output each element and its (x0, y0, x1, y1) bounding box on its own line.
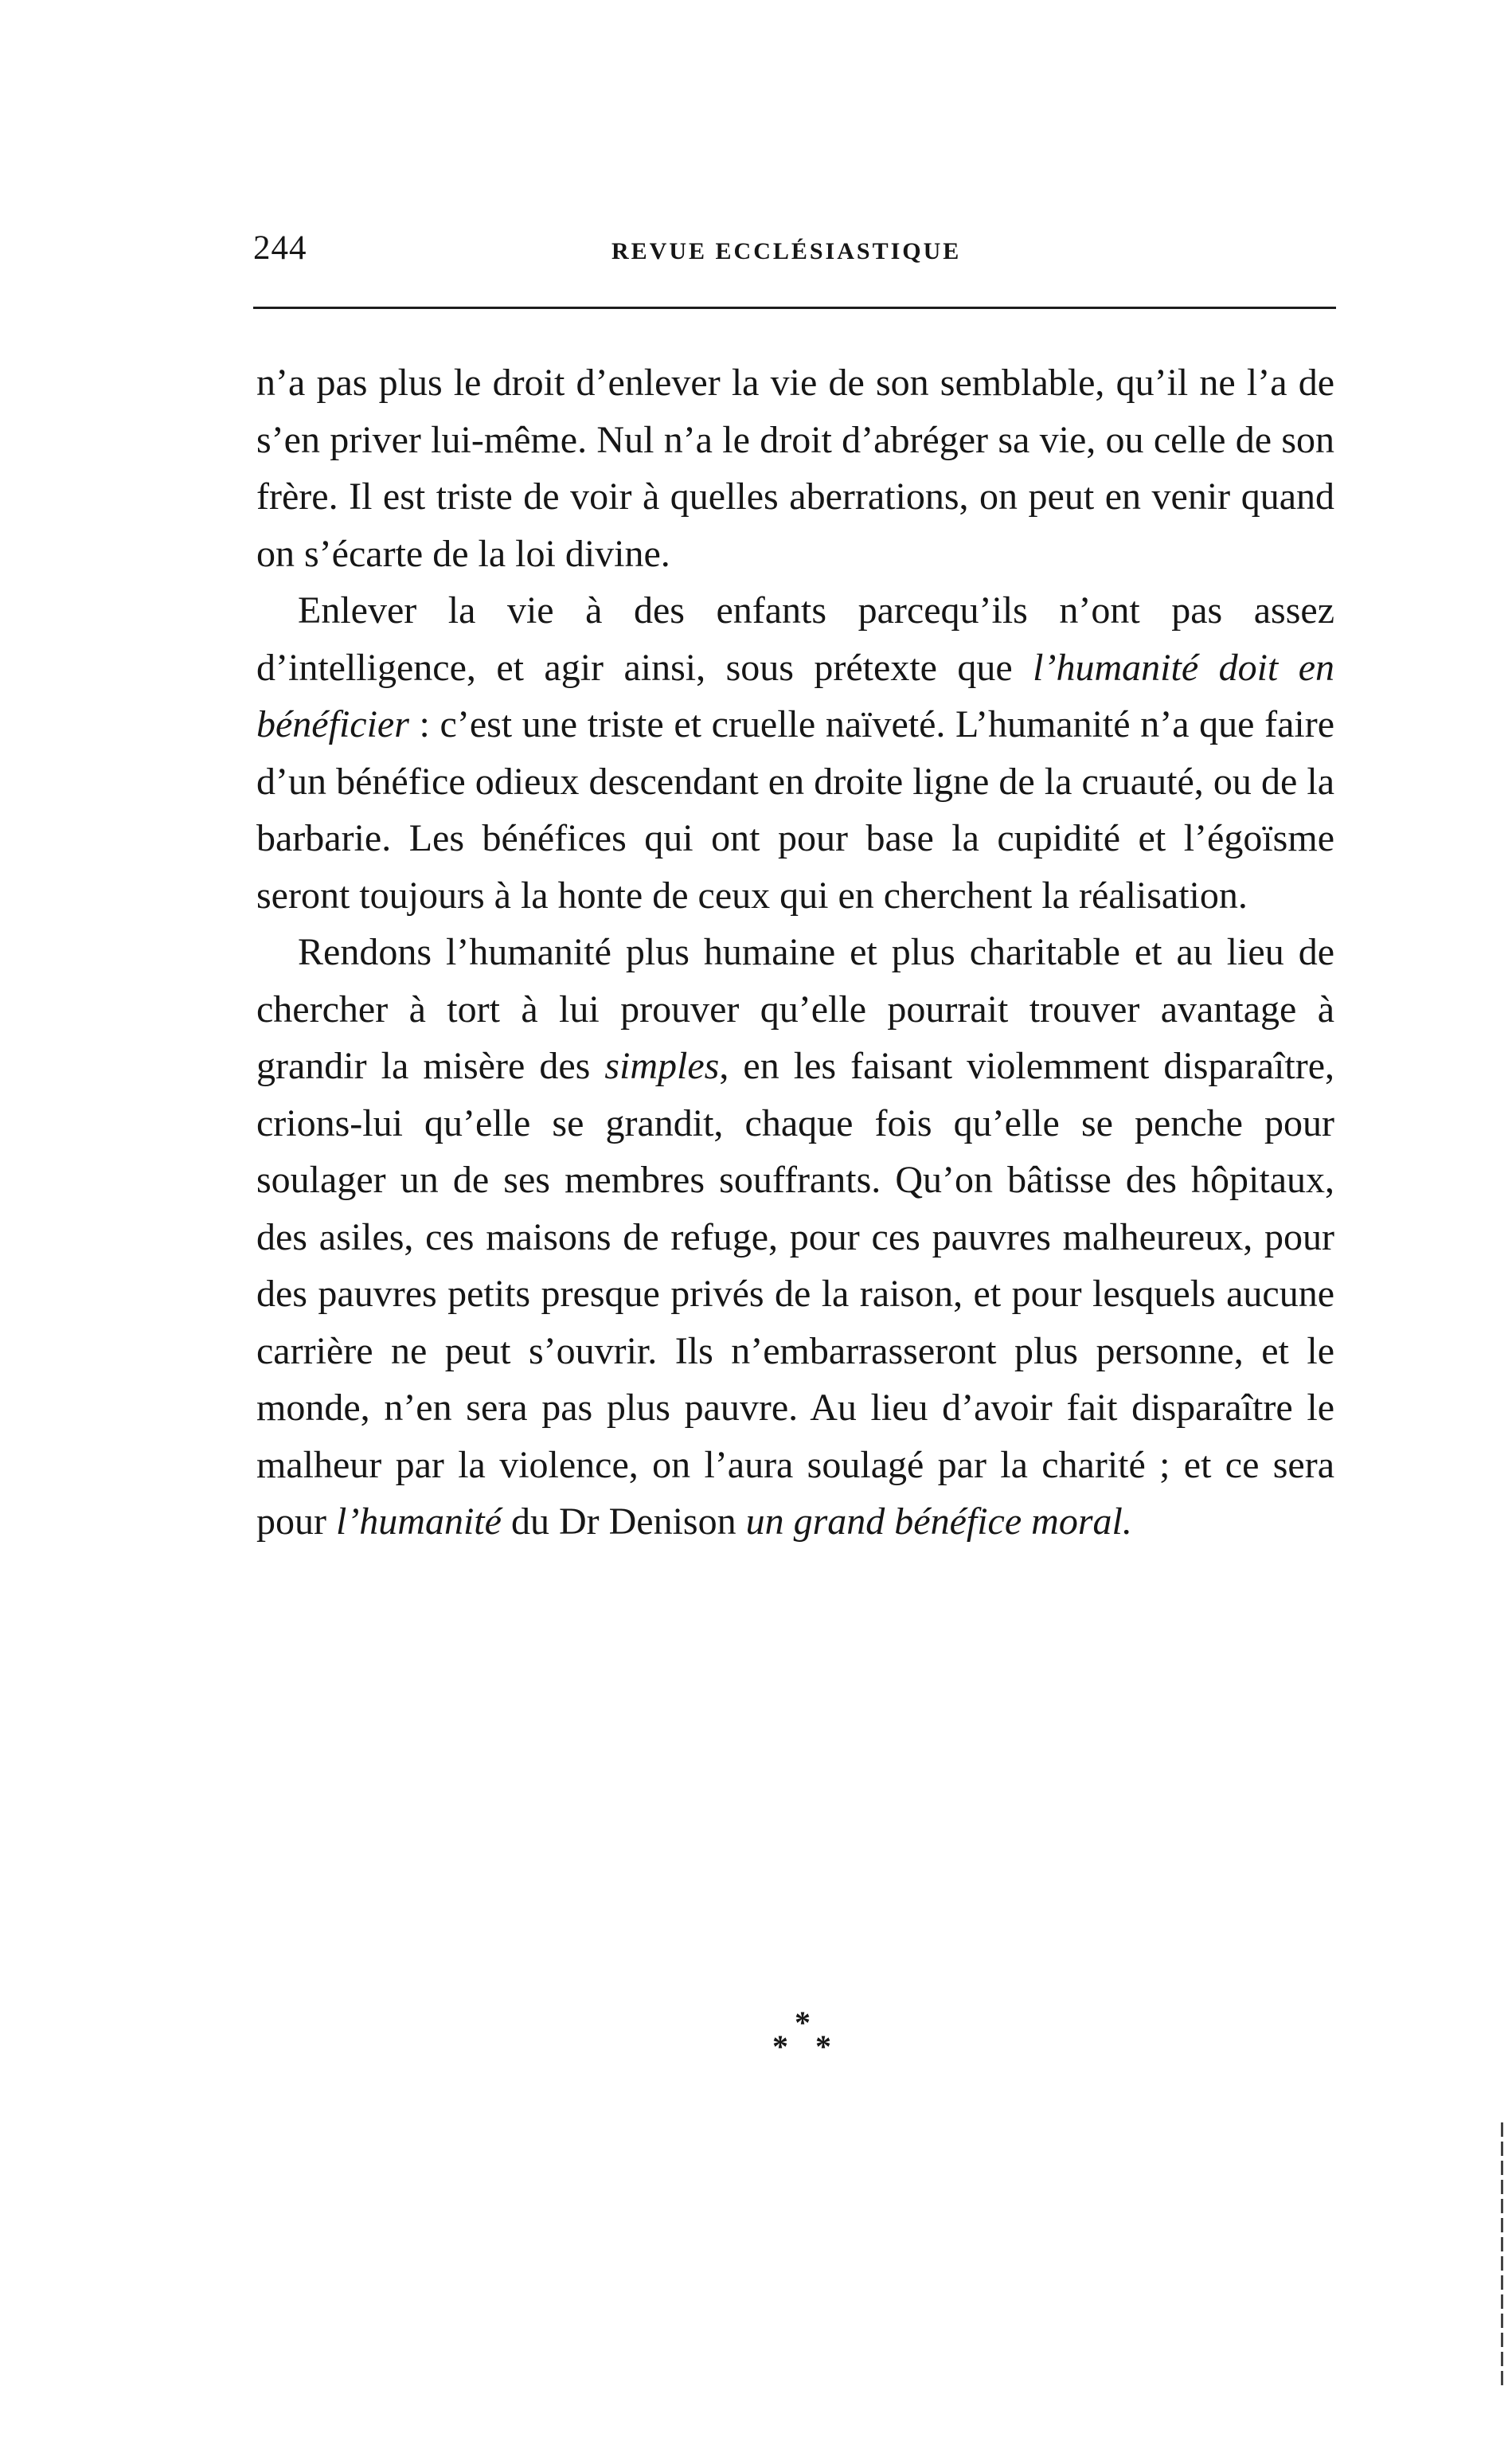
asterisk-left: * (772, 2028, 788, 2064)
page-number: 244 (253, 229, 307, 267)
paragraph-3-text-a: Rendons l’humanité plus humaine et plus charitable et au lieu de chercher à tort à lui prouver qu’elle pourrait trouver avantage à grandir la misère des (256, 931, 1334, 1087)
paragraph-3-italic-simples: simples (604, 1045, 720, 1087)
paragraph-2-text-b: : c’est une triste et cruelle naïveté. L’humanité n’a que faire d’un bénéfice odieux descendant en droite ligne de la cruauté, ou de la barbarie. Les bénéfices qui ont pour base la cupidité et l’égoïsme seront toujours à la honte de ceux qui en cherchent la réalisation. (256, 703, 1334, 917)
running-title: REVUE ECCLÉSIASTIQUE (611, 238, 962, 264)
asterisk-top: * (795, 2005, 811, 2040)
paragraph-2 (256, 582, 1334, 924)
paragraph-3 (256, 924, 1334, 1551)
asterism-ornament (764, 2007, 868, 2079)
paragraph-1 (256, 354, 1334, 582)
asterisk-right: * (815, 2028, 831, 2064)
paragraph-3-text-c: du Dr Denison (501, 1500, 746, 1543)
paragraph-2-text-a: Enlever la vie à des enfants parcequ’ils n’ont pas assez d’intelligence, et agir ainsi, sous prétexte que (256, 589, 1334, 689)
header-rule (253, 307, 1336, 309)
paragraph-3-text-b: , en les faisant violemment disparaître, crions-lui qu’elle se grandit, chaque fois qu’elle se penche pour soulager un de ses membres souffrants. Qu’on bâtisse des hôpitaux, des asiles, ces maisons de refuge, pour ces pauvres malheureux, pour des pauvres petits presque privés de la raison, et pour lesquels aucune carrière ne peut s’ouvrir. Ils n’embarrasseront plus personne, et le monde, n’en sera pas plus pauvre. Au lieu d’avoir fait disparaître le malheur par la violence, on l’aura soulagé par la charité ; et ce sera pour (256, 1045, 1334, 1543)
paragraph-2-italic-phrase: l’humanité doit en bénéficier (256, 646, 1335, 745)
body-text (256, 354, 1334, 1551)
page-header (253, 225, 1336, 272)
paragraph-1-text: n’a pas plus le droit d’enlever la vie de son semblable, qu’il ne l’a de s’en priver lui-même. Nul n’a le droit d’abréger sa vie, ou celle de son frère. Il est triste de voir à quelles aberrations, on peut en venir quand on s’écarte de la loi divine. (256, 362, 1334, 575)
scan-edge-mark (1501, 2122, 1503, 2385)
paragraph-3-italic-humanite: l’humanité (335, 1500, 502, 1543)
paragraph-3-italic-closing: un grand bénéfice moral. (745, 1500, 1132, 1543)
